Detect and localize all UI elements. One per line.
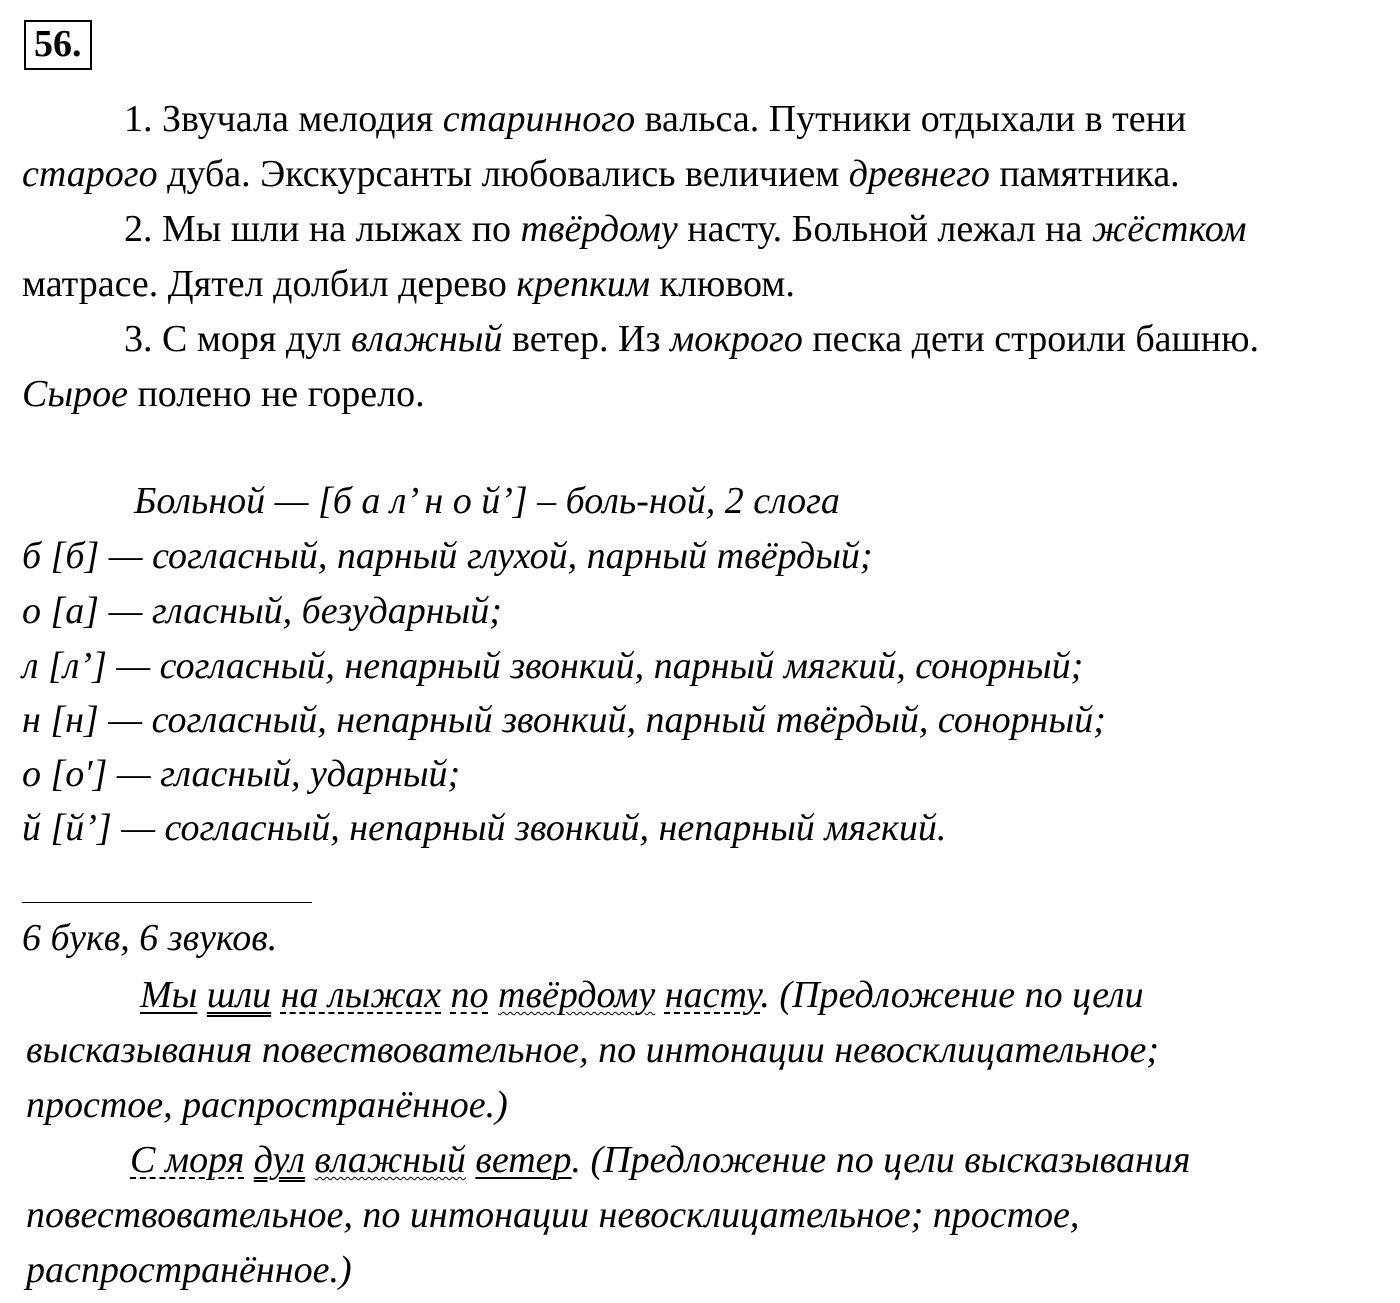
p1-line2 (22, 152, 1180, 196)
parse1-predicate: шли (206, 974, 272, 1016)
p2-line2 (22, 262, 795, 306)
p1-text-e: дуба. Экскурсанты любовались величием (157, 153, 849, 195)
p2-word-hard: твёрдому (520, 208, 678, 250)
p1-text-c: вальса. Путники отдыхали в тени (635, 98, 1187, 140)
p3-word-damp: Сырое (22, 373, 128, 415)
exercise-number: 56. (24, 20, 92, 70)
p3-text-a: 3. С моря дул (124, 318, 351, 360)
p2-word-stiff: жёстком (1091, 208, 1247, 250)
p1-word-ancient-2: древнего (848, 153, 990, 195)
analysis-line: л [л’] — согласный, непарный звонкий, парный мягкий, сонорный; (22, 645, 1084, 687)
parse1-line2: высказывания повествовательное, по интонации невосклицательное; (26, 1029, 1159, 1071)
p2-text-c: насту. Больной лежал на (677, 208, 1092, 250)
parse1-line1 (140, 973, 1144, 1017)
p3-text-e: песка дети строили башню. (802, 318, 1260, 360)
parse2-tail: . (Предложение по цели высказывания (571, 1139, 1191, 1181)
parse1-subject: Мы (140, 974, 198, 1016)
p3-word-wet: мокрого (669, 318, 803, 360)
parse2-line2: повествовательное, по интонации невосклицательное; простое, (26, 1194, 1080, 1236)
p3-text-c: ветер. Из (502, 318, 670, 360)
p1-text-g: памятника. (989, 153, 1180, 195)
parse1-adverbial-1: на лыжах (280, 974, 442, 1016)
parse2-line1 (130, 1138, 1190, 1182)
p1-text-a: 1. Звучала мелодия (124, 98, 443, 140)
p3-line2 (22, 372, 425, 416)
p3-text-g: полено не горело. (127, 373, 425, 415)
parse1-adverbial-3: насту (664, 974, 761, 1016)
analysis-line: й [й’] — согласный, непарный звонкий, непарный мягкий. (22, 807, 947, 849)
analysis-line: о [а] — гласный, безударный; (22, 590, 502, 632)
p2-text-a: 2. Мы шли на лыжах по (124, 208, 521, 250)
parse2-line3: распространённое.) (26, 1249, 352, 1291)
parse2-subject: ветер (475, 1139, 572, 1181)
parse2-adverbial: С моря (130, 1139, 245, 1181)
p3-word-humid: влажный (351, 318, 503, 360)
parse2-predicate: дул (253, 1139, 305, 1181)
p1-word-ancient-1: старинного (442, 98, 636, 140)
analysis-line: н [н] — согласный, непарный звонкий, парный твёрдый, сонорный; (22, 699, 1106, 741)
p2-line1 (124, 207, 1247, 251)
p2-text-e: матрасе. Дятел долбил дерево (22, 263, 517, 305)
p1-line1 (124, 97, 1186, 141)
analysis-line: о [о′] — гласный, ударный; (22, 753, 461, 795)
divider (22, 902, 312, 903)
p1-word-old: старого (22, 153, 158, 195)
parse1-attribute: твёрдому (498, 974, 656, 1016)
parse1-line3: простое, распространённое.) (26, 1084, 508, 1126)
parse2-attribute: влажный (314, 1139, 466, 1181)
analysis-summary: 6 букв, 6 звуков. (22, 917, 278, 959)
p2-text-g: клювом. (650, 263, 795, 305)
p3-line1 (124, 317, 1259, 361)
analysis-line: б [б] — согласный, парный глухой, парный твёрдый; (22, 535, 873, 577)
parse1-tail: . (Предложение по цели (760, 974, 1144, 1016)
parse1-adverbial-2: по (450, 974, 489, 1016)
analysis-title: Больной — [б а л’ н о й’] – боль-ной, 2 слога (134, 480, 840, 522)
p2-word-strong: крепким (516, 263, 650, 305)
